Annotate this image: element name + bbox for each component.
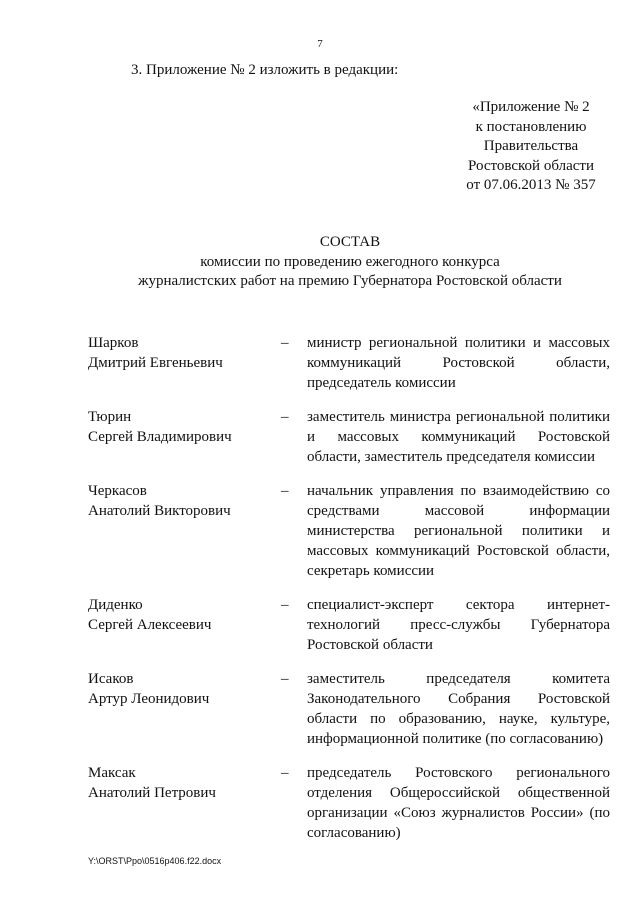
heading-line: комиссии по проведению ежегодного конкурса [200, 253, 500, 270]
file-path-footer: Y:\ORST\Ppo\0516p406.f22.docx [88, 856, 222, 866]
member-given-names: Сергей Владимирович [88, 429, 232, 445]
heading-title: СОСТАВ [319, 234, 381, 250]
member-dash: – [281, 483, 289, 499]
member-surname: Максак [88, 765, 136, 781]
member-name [88, 407, 268, 447]
member-role: специалист-эксперт сектора интернет-технологий пресс-службы Губернатора Ростовской области [307, 597, 610, 653]
member-surname: Тюрин [88, 409, 132, 425]
member-given-names: Сергей Алексеевич [88, 617, 212, 633]
member-role: министр региональной политики и массовых коммуникаций Ростовской области, председатель комиссии [307, 335, 610, 391]
commission-members [0, 333, 640, 857]
appendix-reference [446, 98, 616, 196]
member-name [88, 763, 268, 803]
member-dash: – [281, 597, 289, 613]
member-given-names: Анатолий Петрович [88, 785, 216, 801]
member-entry [0, 481, 640, 581]
member-name [88, 669, 268, 709]
member-entry [0, 763, 640, 843]
member-name [88, 333, 268, 373]
appendix-line: от 07.06.2013 № 357 [466, 177, 596, 193]
member-dash: – [281, 765, 289, 781]
amendment-intro: 3. Приложение № 2 изложить в редакции: [131, 62, 399, 78]
member-name [88, 481, 268, 521]
page-number: 7 [317, 38, 323, 50]
member-surname: Исаков [88, 671, 134, 687]
member-dash: – [281, 671, 289, 687]
appendix-line: «Приложение № 2 [472, 99, 590, 115]
member-role: начальник управления по взаимодействию со средствами массовой информации министерства региональной политики и массовых коммуникаций Ростовской области, секретарь комиссии [307, 483, 610, 579]
appendix-line: Правительства [483, 138, 579, 154]
member-surname: Шарков [88, 335, 139, 351]
member-dash: – [281, 409, 289, 425]
member-given-names: Анатолий Викторович [88, 503, 231, 519]
member-entry [0, 333, 640, 393]
heading-line: журналистских работ на премию Губернатора Ростовской области [138, 273, 562, 289]
member-role: заместитель председателя комитета Законодательного Собрания Ростовской области по образованию, науке, культуре, информационной политике (по согласованию) [307, 671, 610, 747]
member-role: председатель Ростовского регионального отделения Общероссийской общественной организации «Союз журналистов России» (по согласованию) [307, 765, 610, 841]
member-name [88, 595, 268, 635]
member-given-names: Дмитрий Евгеньевич [88, 355, 223, 371]
member-surname: Черкасов [88, 483, 147, 499]
appendix-line: Ростовской области [468, 157, 594, 174]
member-dash: – [281, 335, 289, 351]
member-entry [0, 669, 640, 749]
document-heading [0, 233, 640, 292]
member-entry [0, 595, 640, 655]
member-role: заместитель министра региональной политики и массовых коммуникаций Ростовской области, заместитель председателя комиссии [307, 409, 610, 465]
member-entry [0, 407, 640, 467]
member-given-names: Артур Леонидович [88, 691, 210, 707]
appendix-line: к постановлению [475, 118, 587, 135]
member-surname: Диденко [88, 597, 143, 613]
